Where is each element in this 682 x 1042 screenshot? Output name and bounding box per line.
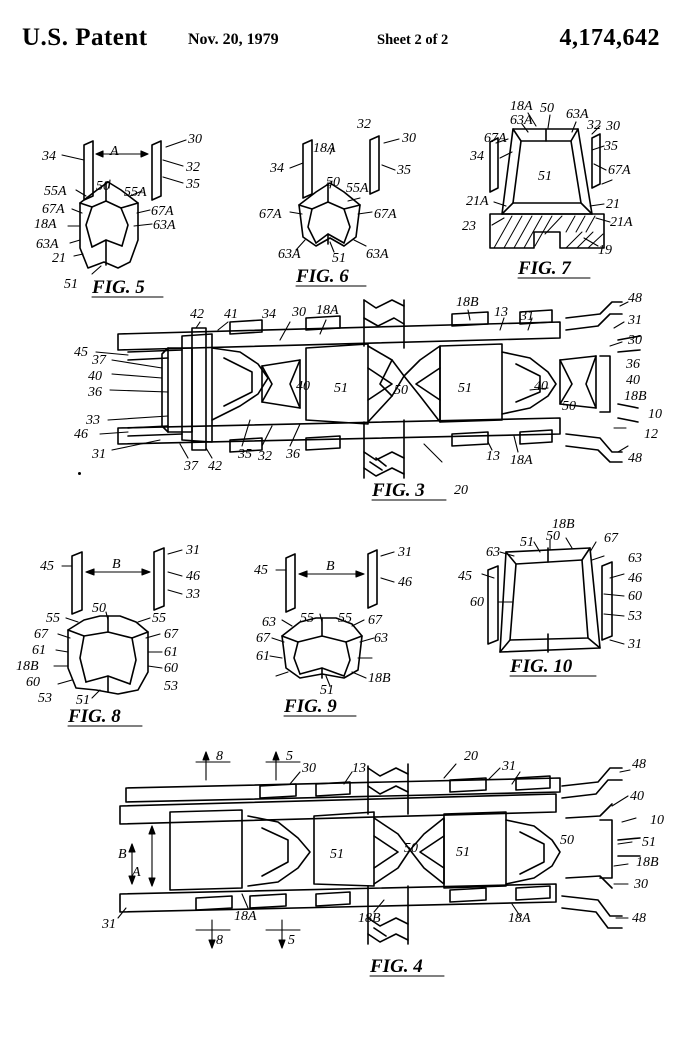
svg-text:50: 50 xyxy=(92,601,106,616)
svg-text:23: 23 xyxy=(462,219,476,234)
svg-text:50: 50 xyxy=(326,175,340,190)
svg-text:48: 48 xyxy=(632,911,646,926)
svg-text:50: 50 xyxy=(404,841,418,856)
svg-text:67A: 67A xyxy=(484,131,507,146)
figure-5 xyxy=(34,132,202,298)
svg-text:32: 32 xyxy=(186,160,200,175)
svg-text:21: 21 xyxy=(606,197,620,212)
svg-text:31: 31 xyxy=(398,545,412,560)
svg-text:51: 51 xyxy=(458,381,472,396)
svg-text:30: 30 xyxy=(292,305,306,320)
svg-text:55A: 55A xyxy=(124,185,147,200)
svg-text:FIG. 10: FIG. 10 xyxy=(510,656,573,677)
svg-text:46: 46 xyxy=(628,571,642,586)
svg-text:FIG. 5: FIG. 5 xyxy=(92,277,145,298)
svg-text:18B: 18B xyxy=(456,295,479,310)
svg-text:18B: 18B xyxy=(368,671,391,686)
svg-text:5: 5 xyxy=(288,933,295,948)
svg-text:34: 34 xyxy=(262,307,276,322)
svg-text:30: 30 xyxy=(402,131,416,146)
svg-text:18A: 18A xyxy=(316,303,339,318)
svg-text:50: 50 xyxy=(546,529,560,544)
svg-text:35: 35 xyxy=(186,177,200,192)
svg-text:41: 41 xyxy=(224,307,238,322)
svg-text:55: 55 xyxy=(46,611,60,626)
svg-text:18A: 18A xyxy=(510,99,533,114)
patent-date: Nov. 20, 1979 xyxy=(188,31,279,48)
svg-text:63: 63 xyxy=(262,615,276,630)
svg-text:51: 51 xyxy=(520,535,534,550)
svg-text:63: 63 xyxy=(374,631,388,646)
svg-text:13: 13 xyxy=(486,449,500,464)
svg-text:63A: 63A xyxy=(366,247,389,262)
patent-number: 4,174,642 xyxy=(559,25,660,51)
svg-text:35: 35 xyxy=(238,447,252,462)
svg-text:8: 8 xyxy=(216,749,223,764)
figure-6 xyxy=(259,117,416,287)
svg-text:18B: 18B xyxy=(552,517,575,532)
svg-text:48: 48 xyxy=(628,451,642,466)
svg-text:FIG. 3: FIG. 3 xyxy=(372,480,425,501)
svg-text:55: 55 xyxy=(300,611,314,626)
svg-text:45: 45 xyxy=(74,345,88,360)
figure-8 xyxy=(16,543,200,727)
svg-text:18A: 18A xyxy=(313,141,336,156)
svg-text:40: 40 xyxy=(88,369,102,384)
svg-text:10: 10 xyxy=(650,813,664,828)
svg-text:51: 51 xyxy=(64,277,78,292)
svg-text:18B: 18B xyxy=(636,855,659,870)
svg-text:67: 67 xyxy=(34,627,48,642)
svg-text:55: 55 xyxy=(152,611,166,626)
svg-text:20: 20 xyxy=(464,749,478,764)
svg-text:31: 31 xyxy=(628,637,642,652)
svg-text:46: 46 xyxy=(186,569,200,584)
svg-text:40: 40 xyxy=(534,379,548,394)
svg-text:51: 51 xyxy=(456,845,470,860)
svg-text:30: 30 xyxy=(188,132,202,147)
svg-text:51: 51 xyxy=(330,847,344,862)
svg-text:31: 31 xyxy=(102,917,116,932)
svg-text:60: 60 xyxy=(470,595,484,610)
svg-text:30: 30 xyxy=(628,333,642,348)
svg-text:13: 13 xyxy=(494,305,508,320)
svg-text:50: 50 xyxy=(560,833,574,848)
svg-text:FIG. 7: FIG. 7 xyxy=(518,258,571,279)
svg-text:18B: 18B xyxy=(16,659,39,674)
svg-text:33: 33 xyxy=(86,413,100,428)
svg-text:30: 30 xyxy=(606,119,620,134)
svg-text:50: 50 xyxy=(394,383,408,398)
figure-3 xyxy=(74,291,662,501)
sheet-number: Sheet 2 of 2 xyxy=(377,32,449,48)
svg-text:31: 31 xyxy=(186,543,200,558)
svg-text:A: A xyxy=(132,865,141,880)
svg-text:18B: 18B xyxy=(624,389,647,404)
svg-text:67A: 67A xyxy=(608,163,631,178)
svg-text:67A: 67A xyxy=(42,202,65,217)
svg-text:63: 63 xyxy=(628,551,642,566)
svg-text:34: 34 xyxy=(42,149,56,164)
svg-text:55: 55 xyxy=(338,611,352,626)
svg-text:31: 31 xyxy=(628,313,642,328)
svg-text:63A: 63A xyxy=(36,237,59,252)
svg-text:18A: 18A xyxy=(34,217,57,232)
svg-text:48: 48 xyxy=(628,291,642,306)
svg-text:51: 51 xyxy=(332,251,346,266)
svg-text:53: 53 xyxy=(628,609,642,624)
svg-text:20: 20 xyxy=(454,483,468,498)
svg-text:67: 67 xyxy=(256,631,270,646)
svg-text:63A: 63A xyxy=(153,218,176,233)
svg-text:51: 51 xyxy=(334,381,348,396)
svg-text:46: 46 xyxy=(398,575,412,590)
svg-text:36: 36 xyxy=(626,357,640,372)
svg-text:50: 50 xyxy=(562,399,576,414)
svg-text:67A: 67A xyxy=(151,204,174,219)
svg-text:21A: 21A xyxy=(610,215,633,230)
svg-text:B: B xyxy=(326,559,335,574)
svg-text:21A: 21A xyxy=(466,194,489,209)
svg-text:67A: 67A xyxy=(374,207,397,222)
svg-text:33: 33 xyxy=(186,587,200,602)
svg-text:55A: 55A xyxy=(346,181,369,196)
svg-text:40: 40 xyxy=(296,379,310,394)
svg-text:18A: 18A xyxy=(510,453,533,468)
svg-text:60: 60 xyxy=(26,675,40,690)
svg-text:13: 13 xyxy=(352,761,366,776)
svg-text:67A: 67A xyxy=(259,207,282,222)
svg-text:34: 34 xyxy=(270,161,284,176)
figure-10 xyxy=(458,517,642,677)
svg-text:50: 50 xyxy=(540,101,554,116)
svg-text:67: 67 xyxy=(164,627,178,642)
svg-text:42: 42 xyxy=(190,307,204,322)
svg-text:32: 32 xyxy=(258,449,272,464)
svg-text:60: 60 xyxy=(628,589,642,604)
svg-text:61: 61 xyxy=(32,643,46,658)
svg-text:51: 51 xyxy=(76,693,90,708)
svg-text:67: 67 xyxy=(368,613,382,628)
svg-text:30: 30 xyxy=(302,761,316,776)
svg-text:36: 36 xyxy=(286,447,300,462)
svg-text:63: 63 xyxy=(486,545,500,560)
svg-text:18A: 18A xyxy=(234,909,257,924)
svg-text:63A: 63A xyxy=(278,247,301,262)
svg-text:8: 8 xyxy=(216,933,223,948)
svg-text:FIG. 4: FIG. 4 xyxy=(370,956,423,977)
svg-text:42: 42 xyxy=(208,459,222,474)
svg-text:63A: 63A xyxy=(566,107,589,122)
svg-text:37: 37 xyxy=(184,459,198,474)
svg-text:61: 61 xyxy=(256,649,270,664)
svg-text:FIG. 6: FIG. 6 xyxy=(296,266,349,287)
svg-text:B: B xyxy=(112,557,121,572)
svg-text:B: B xyxy=(118,847,127,862)
svg-text:40: 40 xyxy=(630,789,644,804)
svg-text:10: 10 xyxy=(648,407,662,422)
figure-4 xyxy=(101,749,664,977)
svg-text:21: 21 xyxy=(52,251,66,266)
svg-text:FIG. 9: FIG. 9 xyxy=(284,696,337,717)
svg-text:5: 5 xyxy=(286,749,293,764)
svg-text:36: 36 xyxy=(88,385,102,400)
figure-9 xyxy=(254,545,412,717)
svg-text:50: 50 xyxy=(96,179,110,194)
svg-text:12: 12 xyxy=(644,427,658,442)
svg-text:63A: 63A xyxy=(510,113,533,128)
svg-text:34: 34 xyxy=(470,149,484,164)
svg-text:40: 40 xyxy=(626,373,640,388)
figure-7 xyxy=(462,99,633,279)
svg-text:31: 31 xyxy=(520,309,534,324)
svg-text:30: 30 xyxy=(634,877,648,892)
patent-office-title: U.S. Patent xyxy=(22,24,148,51)
svg-text:53: 53 xyxy=(164,679,178,694)
svg-text:19: 19 xyxy=(598,243,612,258)
svg-text:53: 53 xyxy=(38,691,52,706)
svg-text:35: 35 xyxy=(604,139,618,154)
svg-text:45: 45 xyxy=(40,559,54,574)
svg-text:FIG. 8: FIG. 8 xyxy=(68,706,121,727)
svg-text:51: 51 xyxy=(642,835,656,850)
svg-text:32: 32 xyxy=(357,117,371,132)
svg-text:48: 48 xyxy=(632,757,646,772)
svg-text:18B: 18B xyxy=(358,911,381,926)
svg-text:18A: 18A xyxy=(508,911,531,926)
svg-text:61: 61 xyxy=(164,645,178,660)
svg-text:32: 32 xyxy=(587,118,601,133)
svg-text:55A: 55A xyxy=(44,184,67,199)
svg-text:46: 46 xyxy=(74,427,88,442)
svg-text:31: 31 xyxy=(502,759,516,774)
svg-text:31: 31 xyxy=(92,447,106,462)
svg-text:35: 35 xyxy=(397,163,411,178)
svg-text:45: 45 xyxy=(458,569,472,584)
svg-text:67: 67 xyxy=(604,531,618,546)
svg-text:45: 45 xyxy=(254,563,268,578)
svg-text:A: A xyxy=(110,144,119,159)
svg-text:37: 37 xyxy=(92,353,106,368)
svg-text:51: 51 xyxy=(538,169,552,184)
svg-text:51: 51 xyxy=(320,683,334,698)
svg-text:60: 60 xyxy=(164,661,178,676)
